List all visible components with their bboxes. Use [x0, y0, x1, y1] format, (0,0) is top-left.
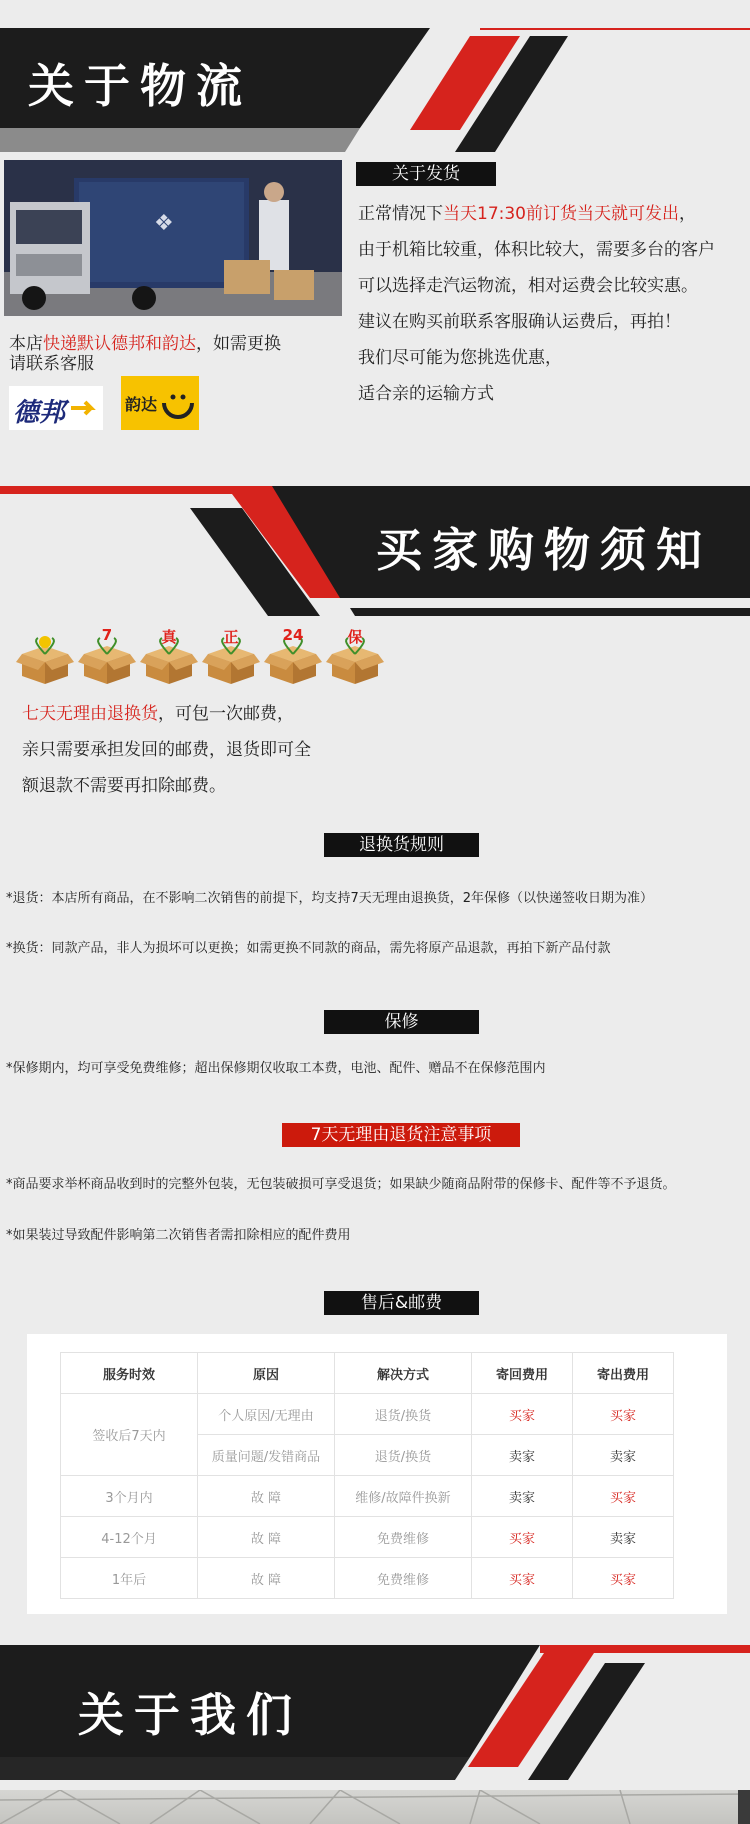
send-fee-cell: 买家 [573, 1476, 674, 1517]
gift-box-icon [78, 628, 136, 686]
gift-box-icon [326, 628, 384, 686]
table-header: 原因 [198, 1353, 335, 1394]
gift-box-label: 真 [161, 628, 177, 646]
warranty-text: *保修期内，均可享受免费维修；超出保修期仅收取工本费，电池、配件、赠品不在保修范围内 [6, 1061, 546, 1076]
seven-day-label: 7天无理由退货注意事项 [282, 1123, 520, 1147]
about-us-banner [0, 1645, 750, 1780]
logistics-banner [0, 28, 750, 152]
ceiling-grid [0, 1790, 750, 1824]
seven-day-text-2: *如果装过导致配件影响第二次销售者需扣除相应的配件费用 [6, 1228, 351, 1243]
buyer-notice-banner [0, 486, 750, 616]
reason-cell: 故 障 [198, 1558, 335, 1599]
truck-photo [4, 160, 342, 316]
seven-day-text-1: *商品要求举杯商品收到时的完整外包装，无包装破损可享受退货；如果缺少随商品附带的保修卡、配件等不予退货。 [6, 1177, 676, 1192]
gift-box-label: 保 [347, 628, 363, 646]
solution-cell: 免费维修 [335, 1558, 472, 1599]
rules-label: 退换货规则 [324, 833, 479, 857]
period-cell: 3个月内 [61, 1476, 198, 1517]
shipping-line-6: 适合亲的运输方式 [358, 384, 494, 404]
store-photo-strip [0, 1790, 750, 1824]
banner-title-logistics: 关于物流 [28, 59, 252, 113]
send-fee-cell: 买家 [573, 1558, 674, 1599]
banner-title-about-us: 关于我们 [78, 1688, 302, 1742]
truck-illustration [4, 160, 342, 316]
shipping-label: 关于发货 [356, 162, 496, 186]
shipping-text [358, 196, 715, 412]
reason-cell: 质量问题/发错商品 [198, 1435, 335, 1476]
return-fee-cell: 卖家 [472, 1476, 573, 1517]
period-cell: 签收后7天内 [61, 1394, 198, 1476]
table-header: 寄回费用 [472, 1353, 573, 1394]
gift-box-icon [16, 628, 74, 686]
returns-intro: 七天无理由退换货，可包一次邮费， 亲只需要承担发回的邮费，退货即可全 额退款不需要再扣除邮费。 [22, 704, 311, 796]
return-fee-cell: 买家 [472, 1517, 573, 1558]
solution-cell: 免费维修 [335, 1517, 472, 1558]
table-row [61, 1476, 674, 1517]
solution-cell: 退货/换货 [335, 1435, 472, 1476]
gift-box-icon [202, 628, 260, 686]
reason-cell: 个人原因/无理由 [198, 1394, 335, 1435]
gift-box-icon [140, 628, 198, 686]
send-fee-cell: 卖家 [573, 1517, 674, 1558]
gift-box-icon [264, 628, 322, 686]
shipping-line-3: 可以选择走汽运物流，相对运费会比较实惠。 [358, 276, 698, 296]
warranty-label: 保修 [324, 1010, 479, 1034]
table-row [61, 1394, 674, 1435]
debang-logo: 德邦 [9, 386, 103, 430]
table-header-row [61, 1353, 674, 1394]
gift-box-label: 正 [223, 628, 239, 646]
shipping-line-1: 正常情况下当天17:30前订货当天就可发出， [358, 204, 696, 224]
table-row [61, 1558, 674, 1599]
gift-box-label: 7 [101, 626, 113, 644]
send-fee-cell: 买家 [573, 1394, 674, 1435]
table-header: 解决方式 [335, 1353, 472, 1394]
banner-title-buyer-notice: 买家购物须知 [376, 523, 712, 577]
gift-box-graphic [16, 628, 74, 686]
return-rule-text: *退货：本店所有商品，在不影响二次销售的前提下，均支持7天无理由退换货，2年保修（以快递签收日期为准） [6, 891, 654, 906]
aftersale-label: 售后&邮费 [324, 1291, 479, 1315]
yunda-logo: 韵达 [121, 376, 199, 430]
solution-cell: 退货/换货 [335, 1394, 472, 1435]
return-fee-cell: 买家 [472, 1558, 573, 1599]
table-header: 服务时效 [61, 1353, 198, 1394]
gift-box-label: 24 [282, 626, 304, 644]
aftersale-table-panel [27, 1334, 727, 1614]
courier-note: 本店快递默认德邦和韵达，如需更换 请联系客服 [9, 334, 281, 374]
return-fee-cell: 买家 [472, 1394, 573, 1435]
shipping-line-5: 我们尽可能为您挑选优惠， [358, 348, 562, 368]
solution-cell: 维修/故障件换新 [335, 1476, 472, 1517]
table-row [61, 1517, 674, 1558]
svg-text:❖: ❖ [154, 211, 174, 236]
table-header: 寄出费用 [573, 1353, 674, 1394]
reason-cell: 故 障 [198, 1476, 335, 1517]
send-fee-cell: 卖家 [573, 1435, 674, 1476]
return-fee-cell: 卖家 [472, 1435, 573, 1476]
aftersale-table [60, 1352, 674, 1599]
period-cell: 4-12个月 [61, 1517, 198, 1558]
shipping-line-4: 建议在购买前联系客服确认运费后，再拍！ [358, 312, 681, 332]
shipping-line-2: 由于机箱比较重，体积比较大，需要多台的客户 [358, 240, 715, 260]
reason-cell: 故 障 [198, 1517, 335, 1558]
exchange-rule-text: *换货：同款产品，非人为损坏可以更换；如需更换不同款的商品，需先将原产品退款，再拍下新产品付款 [6, 941, 611, 956]
period-cell: 1年后 [61, 1558, 198, 1599]
